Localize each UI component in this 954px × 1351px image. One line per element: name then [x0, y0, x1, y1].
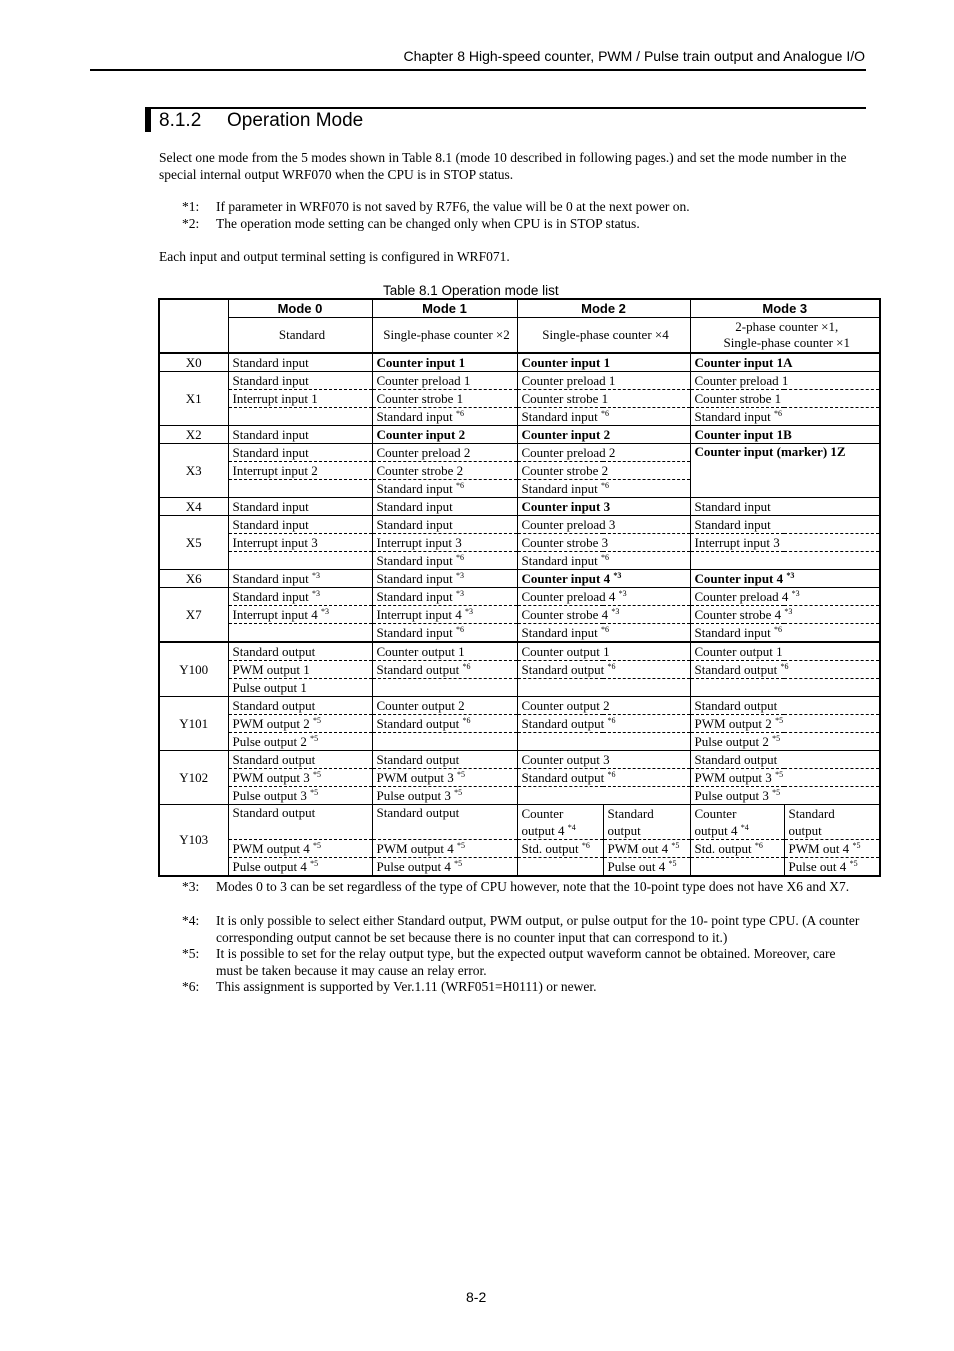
table-cell: Standard output $^{*6}$: [517, 661, 690, 679]
table-cell: Counter preload 1: [372, 372, 517, 390]
table-cell: Standard input $^{*3}$: [228, 570, 372, 588]
table-cell: Counter preload 4 $^{*3}$: [517, 588, 690, 606]
table-cell: PWM output 2 $^{*5}$: [228, 715, 372, 733]
table-cell: [372, 679, 517, 697]
table-cell: Pulse output 3 $^{*5}$: [228, 787, 372, 805]
table-cell: Counter output 1: [372, 642, 517, 661]
table-cell: [228, 480, 372, 498]
table-cell: Standard input: [690, 498, 880, 516]
table-row: [159, 480, 880, 498]
table-cell: Standard input: [228, 426, 372, 444]
table-cell: PWM output 3 $^{*5}$: [690, 769, 880, 787]
table-cell: Standard input $^{*6}$: [372, 624, 517, 643]
table-caption: Table 8.1 Operation mode list: [383, 283, 559, 298]
table-cell: Counter input 2: [517, 426, 690, 444]
table-row: [159, 733, 880, 751]
table-cell: Counter strobe 4 $^{*3}$: [690, 606, 880, 624]
table-cell: Counter preload 3: [517, 516, 690, 534]
table-row: [159, 642, 880, 661]
table-cell: Standard input $^{*6}$: [372, 408, 517, 426]
header-mode-3: Mode 3: [690, 299, 880, 318]
table-cell: Std. output $^{*6}$: [690, 840, 784, 858]
chapter-header: Chapter 8 High-speed counter, PWM / Pulse train output and Analogue I/O: [403, 48, 865, 64]
table-cell: Standard input $^{*6}$: [517, 552, 690, 570]
table-row: [159, 679, 880, 697]
subheader-mode-0: Standard: [228, 318, 372, 354]
terminal-label: Y100: [159, 642, 228, 697]
table-cell: Counter input 1: [517, 353, 690, 372]
table-cell: Interrupt input 3: [228, 534, 372, 552]
table-row: [159, 697, 880, 715]
table-cell: Standard input: [228, 498, 372, 516]
table-cell: [690, 480, 880, 498]
table-cell: PWM out 4 $^{*5}$: [784, 840, 880, 858]
table-row: [159, 408, 880, 426]
subheader-mode-2: Single-phase counter ×4: [517, 318, 690, 354]
table-cell: Standard output: [228, 805, 372, 840]
table-cell: Standard input $^{*6}$: [690, 408, 880, 426]
table-cell: PWM output 3 $^{*5}$: [228, 769, 372, 787]
table-cell: Standard input $^{*6}$: [517, 624, 690, 643]
table-cell: Standard input $^{*3}$: [372, 570, 517, 588]
header-mode-2: Mode 2: [517, 299, 690, 318]
operation-mode-table: [158, 298, 881, 877]
subheader-mode-1: Single-phase counter ×2: [372, 318, 517, 354]
header-rule: [90, 69, 866, 71]
terminal-label: X2: [159, 426, 228, 444]
table-cell: PWM output 4 $^{*5}$: [228, 840, 372, 858]
subheader-mode-3: [690, 318, 880, 354]
table-cell: Standard input: [372, 516, 517, 534]
note-label: *1:: [182, 199, 200, 214]
table-row: [159, 426, 880, 444]
table-cell: Counter input 4 $^{*3}$: [517, 570, 690, 588]
table-row: [159, 552, 880, 570]
footnote-5: [182, 945, 862, 979]
table-cell: PWM output 2 $^{*5}$: [690, 715, 880, 733]
table-cell: [228, 624, 372, 643]
table-cell: Pulse out 4 $^{*5}$: [784, 858, 880, 877]
table-row: [159, 353, 880, 372]
table-cell: Pulse output 1: [228, 679, 372, 697]
table-row: [159, 805, 880, 823]
table-cell: Pulse output 4 $^{*5}$: [372, 858, 517, 877]
page-number: 8-2: [466, 1289, 487, 1305]
table-cell: output 4 $^{*4}$: [690, 822, 784, 840]
footnote-text: Modes 0 to 3 can be set regardless of the type of CPU however, note that the 10-point type does not have X6 and X7.: [216, 879, 850, 894]
table-cell: Pulse output 4 $^{*5}$: [228, 858, 372, 877]
table-cell: Counter input 1B: [690, 426, 880, 444]
note-label: *2:: [182, 216, 200, 231]
table-row: [159, 840, 880, 858]
table-cell: Counter strobe 2: [372, 462, 517, 480]
table-cell: PWM out 4 $^{*5}$: [603, 840, 690, 858]
table-row: [159, 606, 880, 624]
note-2: [182, 215, 872, 232]
table-cell: [372, 733, 517, 751]
terminal-label: X5: [159, 516, 228, 570]
table-cell: Standard output: [228, 751, 372, 769]
note-text: The operation mode setting can be changed only when CPU is in STOP status.: [216, 216, 640, 231]
table-cell: [690, 679, 880, 697]
table-cell: Standard: [784, 805, 880, 823]
table-cell: Counter input 3: [517, 498, 690, 516]
table-cell: Counter input 1A: [690, 353, 880, 372]
table-cell: Counter output 1: [690, 642, 880, 661]
table-cell: Standard output $^{*6}$: [517, 715, 690, 733]
table-cell: Standard input: [372, 498, 517, 516]
subheader-line: Single-phase counter ×1: [723, 335, 850, 350]
table-cell: Standard input: [228, 353, 372, 372]
table-cell: Pulse output 3 $^{*5}$: [372, 787, 517, 805]
footnote-label: *5:: [182, 946, 200, 961]
table-cell: Standard output: [372, 751, 517, 769]
table-row: [159, 390, 880, 408]
table-cell: output: [603, 822, 690, 840]
table-cell: Counter strobe 1: [690, 390, 880, 408]
table-cell: Counter output 3: [517, 751, 690, 769]
table-cell: Counter preload 4 $^{*3}$: [690, 588, 880, 606]
table-cell: Pulse output 3 $^{*5}$: [690, 787, 880, 805]
table-cell: Interrupt input 1: [228, 390, 372, 408]
table-cell: Counter strobe 4 $^{*3}$: [517, 606, 690, 624]
note-text: If parameter in WRF070 is not saved by R7F6, the value will be 0 at the next power on.: [216, 199, 690, 214]
table-cell: Standard input: [228, 444, 372, 462]
table-cell: Standard input: [690, 516, 880, 534]
table-cell: Standard output $^{*6}$: [372, 715, 517, 733]
table-cell: Interrupt input 4 $^{*3}$: [228, 606, 372, 624]
table-cell: Counter output 2: [517, 697, 690, 715]
table-cell: Interrupt input 3: [690, 534, 880, 552]
table-cell: Pulse output 2 $^{*5}$: [228, 733, 372, 751]
table-cell: Standard input $^{*6}$: [517, 480, 690, 498]
footnote-label: *4:: [182, 913, 200, 928]
table-row: [159, 715, 880, 733]
section-number: 8.1.2: [159, 110, 202, 131]
table-row: [159, 769, 880, 787]
section-bar: [145, 108, 151, 132]
table-cell: Standard input: [228, 516, 372, 534]
table-cell: Counter strobe 1: [517, 390, 690, 408]
table-row: [159, 534, 880, 552]
table-cell: Standard input $^{*6}$: [690, 624, 880, 643]
table-cell: Counter preload 2: [372, 444, 517, 462]
terminal-label: X7: [159, 588, 228, 643]
table-cell: Standard input $^{*6}$: [372, 480, 517, 498]
table-cell: Counter input 4 $^{*3}$: [690, 570, 880, 588]
table-cell: Standard output $^{*6}$: [372, 661, 517, 679]
table-cell: Counter preload 1: [690, 372, 880, 390]
table-row: [159, 787, 880, 805]
table-cell: Standard input $^{*6}$: [517, 408, 690, 426]
table-row: [159, 372, 880, 390]
table-cell: PWM output 4 $^{*5}$: [372, 840, 517, 858]
intro-paragraph: Select one mode from the 5 modes shown in Table 8.1 (mode 10 described in following pages.) and set the mode number in the special internal output WRF070 when the CPU is in STOP status.: [159, 150, 847, 182]
table-row: [159, 661, 880, 679]
note-1: [182, 198, 872, 215]
table-cell: output 4 $^{*4}$: [517, 822, 603, 840]
header-mode-0: Mode 0: [228, 299, 372, 318]
table-row: [159, 858, 880, 877]
footnote-3: [182, 878, 862, 912]
table-cell: Standard output $^{*6}$: [690, 661, 880, 679]
table-cell: Standard input $^{*6}$: [372, 552, 517, 570]
table-cell: Standard: [603, 805, 690, 823]
footnote-6: [182, 978, 862, 995]
table-row: [159, 444, 880, 462]
table-cell: PWM output 1: [228, 661, 372, 679]
table-row: [159, 498, 880, 516]
table-cell: Counter strobe 3: [517, 534, 690, 552]
table-cell: Standard output: [228, 697, 372, 715]
table-cell: Interrupt input 4 $^{*3}$: [372, 606, 517, 624]
table-row: [159, 751, 880, 769]
table-cell: Counter output 1: [517, 642, 690, 661]
table-cell: PWM output 3 $^{*5}$: [372, 769, 517, 787]
footnote-label: *3:: [182, 879, 200, 894]
table-cell: output: [784, 822, 880, 840]
table-row: [159, 516, 880, 534]
table-cell: Counter strobe 1: [372, 390, 517, 408]
table-cell: Counter output 2: [372, 697, 517, 715]
table-cell: [228, 408, 372, 426]
table-cell: Standard output: [690, 697, 880, 715]
table-cell: Interrupt input 2: [228, 462, 372, 480]
terminal-label: X4: [159, 498, 228, 516]
table-cell: [690, 552, 880, 570]
table-cell: Counter strobe 2: [517, 462, 690, 480]
header-mode-1: Mode 1: [372, 299, 517, 318]
table-cell: Standard input: [228, 372, 372, 390]
terminal-label: Y102: [159, 751, 228, 805]
terminal-label: X3: [159, 444, 228, 498]
table-cell: Counter: [517, 805, 603, 823]
section-title: Operation Mode: [227, 110, 364, 131]
table-cell: Counter input (marker) 1Z: [690, 444, 880, 480]
table-cell: Interrupt input 3: [372, 534, 517, 552]
footnote-text: It is possible to set for the relay output type, but the expected output waveform cannot be obtained. Moreover, care must be taken because it may cause an relay error.: [216, 946, 836, 978]
table-cell: [517, 679, 690, 697]
table-row: [159, 570, 880, 588]
table-cell: Standard output: [372, 805, 517, 840]
terminal-label: X0: [159, 353, 228, 372]
table-cell: Standard output: [228, 642, 372, 661]
table-cell: [690, 858, 784, 877]
table-cell: Std. output $^{*6}$: [517, 840, 603, 858]
table-cell: Counter: [690, 805, 784, 823]
table-row: [159, 588, 880, 606]
terminal-label: Y103: [159, 805, 228, 877]
table-cell: [517, 858, 603, 877]
table-cell: [517, 733, 690, 751]
footnote-label: *6:: [182, 979, 200, 994]
footnote-4: [182, 912, 862, 946]
table-cell: Standard output $^{*6}$: [517, 769, 690, 787]
terminal-label: Y101: [159, 697, 228, 751]
table-cell: [517, 787, 690, 805]
section-rule: [145, 107, 866, 109]
table-row: [159, 624, 880, 643]
footnote-text: It is only possible to select either Standard output, PWM output, or pulse output for the 10- point type CPU. (A counter corresponding output cannot be set because there is no counter input that can correspond to it.): [216, 913, 860, 945]
table-cell: Standard input $^{*3}$: [372, 588, 517, 606]
table-cell: Standard output: [690, 751, 880, 769]
table-cell: Pulse output 2 $^{*5}$: [690, 733, 880, 751]
footnote-text: This assignment is supported by Ver.1.11 (WRF051=H0111) or newer.: [216, 979, 597, 994]
table-cell: Counter preload 1: [517, 372, 690, 390]
table-cell: Counter input 2: [372, 426, 517, 444]
terminal-note: Each input and output terminal setting is configured in WRF071.: [159, 249, 510, 264]
table-cell: Standard input $^{*3}$: [228, 588, 372, 606]
subheader-line: 2-phase counter ×1,: [735, 319, 839, 334]
terminal-label: X6: [159, 570, 228, 588]
table-cell: Counter input 1: [372, 353, 517, 372]
table-cell: Counter preload 2: [517, 444, 690, 462]
table-cell: Pulse out 4 $^{*5}$: [603, 858, 690, 877]
corner-cell: [159, 299, 228, 353]
terminal-label: X1: [159, 372, 228, 426]
table-cell: [228, 552, 372, 570]
